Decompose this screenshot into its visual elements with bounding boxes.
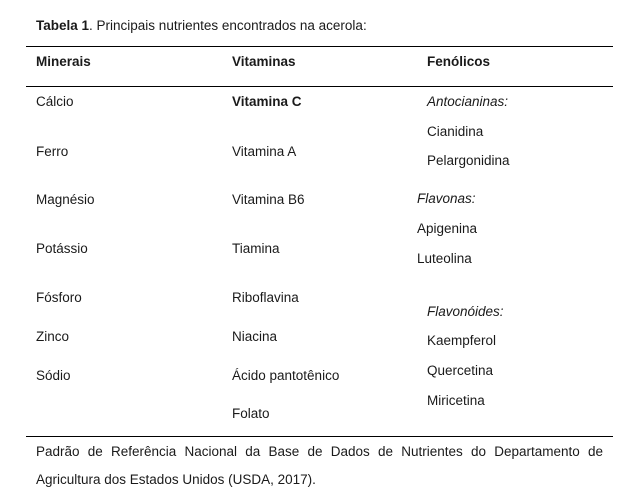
flavonas-label: Flavonas:: [417, 191, 476, 206]
vitamin-item: Riboflavina: [232, 290, 299, 305]
mineral-item: Ferro: [36, 144, 69, 159]
antocianinas-label: Antocianinas:: [427, 94, 509, 109]
phenolic-item: Miricetina: [427, 393, 485, 408]
mineral-item: Potássio: [36, 241, 88, 256]
header-fenolicos: Fenólicos: [427, 54, 491, 69]
vitamin-item: Folato: [232, 406, 270, 421]
phenolic-item: Cianidina: [427, 124, 484, 139]
phenolic-item: Apigenina: [417, 221, 478, 236]
table-footnote: Padrão de Referência Nacional da Base de Dados de Nutrientes do Departamento de Agricultura dos Estados Unidos (USDA, 2017).: [36, 444, 603, 487]
phenolic-item: Quercetina: [427, 363, 494, 378]
header-vitaminas: Vitaminas: [232, 54, 296, 69]
flavonoides-label: Flavonóides:: [427, 304, 504, 319]
table-caption: [36, 18, 367, 34]
mineral-item: Sódio: [36, 368, 71, 383]
phenolic-item: Luteolina: [417, 251, 472, 266]
phenolic-item: Pelargonidina: [427, 153, 510, 168]
vitamin-item: Ácido pantotênico: [232, 368, 340, 383]
vitamin-item: Vitamina A: [232, 144, 297, 159]
vitamin-item: Vitamina C: [232, 94, 302, 109]
mineral-item: Cálcio: [36, 94, 74, 109]
mineral-item: Fósforo: [36, 290, 82, 305]
vitamin-item: Niacina: [232, 329, 278, 344]
vitamin-item: Vitamina B6: [232, 192, 305, 207]
vitamin-item: Tiamina: [232, 241, 280, 256]
caption-text: . Principais nutrientes encontrados na acerola:: [89, 18, 367, 33]
header-minerais: Minerais: [36, 54, 91, 69]
bottom-rule: [26, 436, 613, 437]
caption-label: Tabela 1: [36, 18, 90, 33]
mineral-item: Magnésio: [36, 192, 95, 207]
top-rule: [26, 46, 613, 47]
phenolic-item: Kaempferol: [427, 333, 497, 348]
mineral-item: Zinco: [36, 329, 70, 344]
header-rule: [26, 86, 613, 87]
